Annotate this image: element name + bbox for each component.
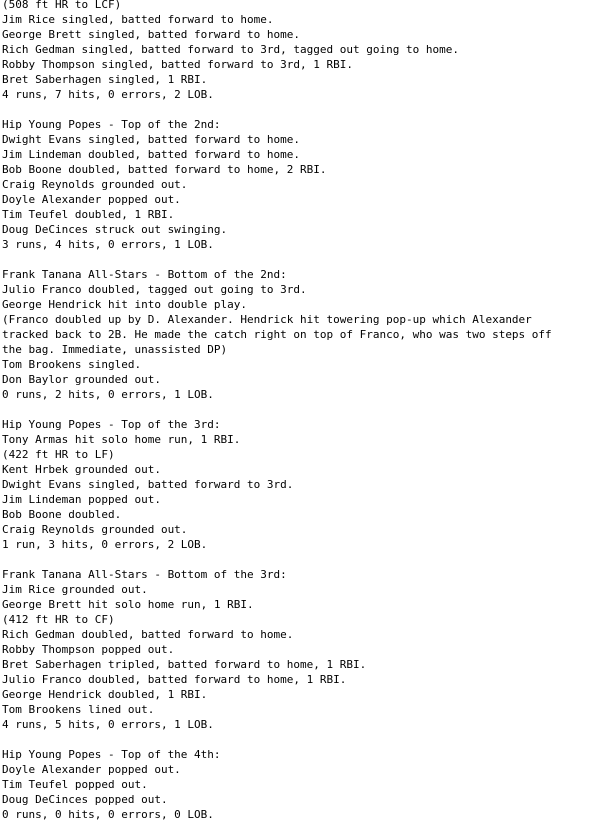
log-line: Jim Lindeman popped out.: [2, 493, 161, 506]
log-line: Tim Teufel doubled, 1 RBI.: [2, 208, 175, 221]
log-line: Bret Saberhagen singled, 1 RBI.: [2, 73, 208, 86]
log-line: (422 ft HR to LF): [2, 448, 115, 461]
log-line: the bag. Immediate, unassisted DP): [2, 343, 228, 356]
log-line: [2, 252, 608, 267]
log-line: [2, 102, 608, 117]
log-line: [2, 552, 608, 567]
log-line: tracked back to 2B. He made the catch right on top of Franco, who was two steps off: [2, 328, 552, 341]
log-line: Julio Franco doubled, tagged out going to 3rd.: [2, 283, 307, 296]
log-line: Hip Young Popes - Top of the 2nd:: [2, 118, 221, 131]
log-line: Kent Hrbek grounded out.: [2, 463, 161, 476]
log-line: Doug DeCinces popped out.: [2, 793, 168, 806]
log-line: Dwight Evans singled, batted forward to 3rd.: [2, 478, 294, 491]
log-line: Rich Gedman doubled, batted forward to home.: [2, 628, 294, 641]
log-line: Doug DeCinces struck out swinging.: [2, 223, 228, 236]
log-line: Bret Saberhagen tripled, batted forward to home, 1 RBI.: [2, 658, 367, 671]
log-line: 4 runs, 5 hits, 0 errors, 1 LOB.: [2, 718, 214, 731]
log-line: (412 ft HR to CF): [2, 613, 115, 626]
log-line: George Brett singled, batted forward to home.: [2, 28, 301, 41]
log-line: Hip Young Popes - Top of the 4th:: [2, 748, 221, 761]
log-line: Bob Boone doubled, batted forward to home, 2 RBI.: [2, 163, 327, 176]
log-line: Hip Young Popes - Top of the 3rd:: [2, 418, 221, 431]
log-line: Tom Brookens singled.: [2, 358, 142, 371]
log-line: Julio Franco doubled, batted forward to home, 1 RBI.: [2, 673, 347, 686]
log-line: Tony Armas hit solo home run, 1 RBI.: [2, 433, 241, 446]
log-line: George Hendrick hit into double play.: [2, 298, 248, 311]
log-line: Don Baylor grounded out.: [2, 373, 161, 386]
log-line: Robby Thompson popped out.: [2, 643, 175, 656]
log-line: Jim Lindeman doubled, batted forward to home.: [2, 148, 301, 161]
log-line: [2, 402, 608, 417]
log-line: Doyle Alexander popped out.: [2, 193, 181, 206]
log-line: Dwight Evans singled, batted forward to home.: [2, 133, 301, 146]
log-line: Jim Rice singled, batted forward to home.: [2, 13, 274, 26]
log-line: (Franco doubled up by D. Alexander. Hendrick hit towering pop-up which Alexander: [2, 313, 532, 326]
log-line: Craig Reynolds grounded out.: [2, 523, 188, 536]
log-line: Bob Boone doubled.: [2, 508, 122, 521]
log-line: Jim Rice grounded out.: [2, 583, 148, 596]
log-line: 4 runs, 7 hits, 0 errors, 2 LOB.: [2, 88, 214, 101]
log-line: Frank Tanana All-Stars - Bottom of the 2nd:: [2, 268, 287, 281]
log-line: [2, 732, 608, 747]
log-line: Craig Reynolds grounded out.: [2, 178, 188, 191]
log-line: George Hendrick doubled, 1 RBI.: [2, 688, 208, 701]
log-line: Tom Brookens lined out.: [2, 703, 155, 716]
log-line: Doyle Alexander popped out.: [2, 763, 181, 776]
log-line: 3 runs, 4 hits, 0 errors, 1 LOB.: [2, 238, 214, 251]
log-line: 0 runs, 0 hits, 0 errors, 0 LOB.: [2, 808, 214, 821]
log-line: George Brett hit solo home run, 1 RBI.: [2, 598, 254, 611]
log-line: Robby Thompson singled, batted forward to 3rd, 1 RBI.: [2, 58, 353, 71]
log-line: (508 ft HR to LCF): [2, 0, 122, 11]
game-log: [2, 0, 608, 822]
log-line: Tim Teufel popped out.: [2, 778, 148, 791]
log-line: Frank Tanana All-Stars - Bottom of the 3rd:: [2, 568, 287, 581]
log-line: 0 runs, 2 hits, 0 errors, 1 LOB.: [2, 388, 214, 401]
log-line: 1 run, 3 hits, 0 errors, 2 LOB.: [2, 538, 208, 551]
log-line: Rich Gedman singled, batted forward to 3rd, tagged out going to home.: [2, 43, 459, 56]
